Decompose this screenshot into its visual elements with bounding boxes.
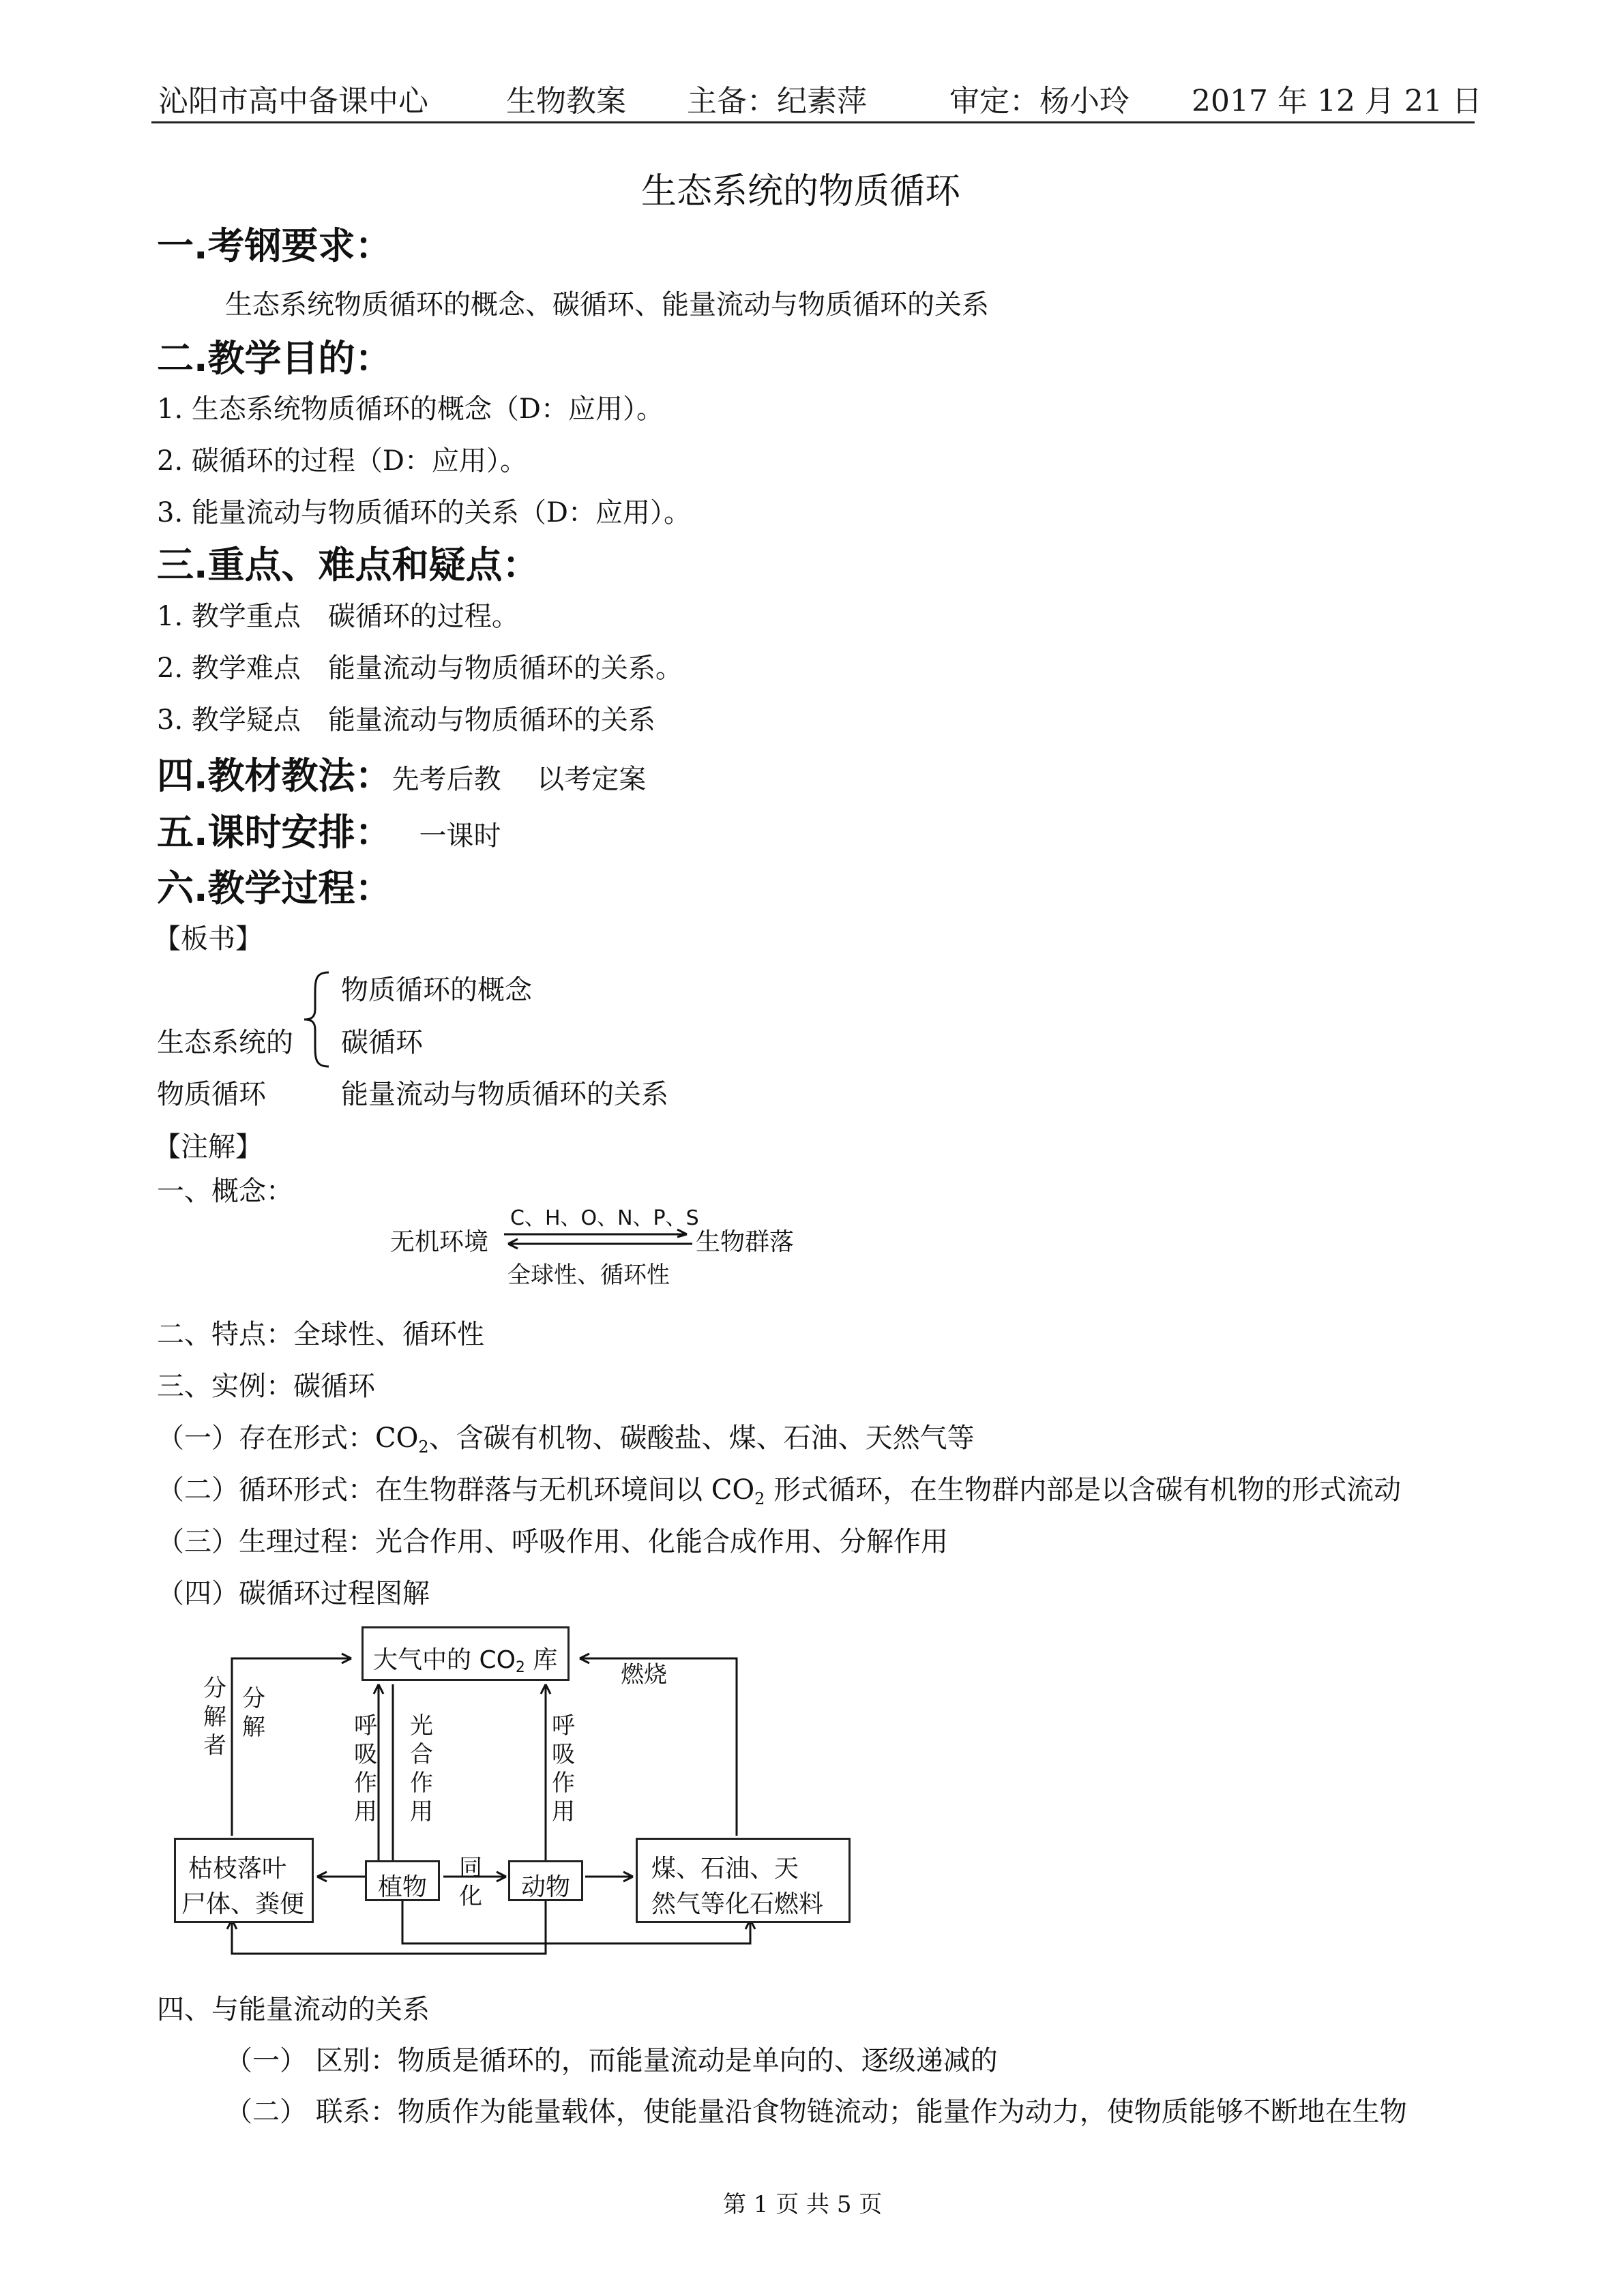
notes-cycle-pre: （二）循环形式：在生物群落与无机环境间以 CO xyxy=(157,1474,755,1506)
header-reviewer: 审定：杨小玲 xyxy=(949,84,1130,119)
section-1-text: 生态系统物质循环的概念、碳循环、能量流动与物质循环的关系 xyxy=(225,289,989,320)
section-2-item-2: 2. 碳循环的过程（D：应用）。 xyxy=(157,445,527,477)
section-2-item-1: 1. 生态系统物质循环的概念（D：应用）。 xyxy=(157,393,664,425)
label-respiration-2: 呼吸作用 xyxy=(552,1712,575,1825)
section-4-heading: 四.教材教法： xyxy=(157,754,392,797)
page-footer: 第 1 页 共 5 页 xyxy=(723,2191,883,2218)
notes-cycle-post: 形式循环，在生物群内部是以含碳有机物的形式流动 xyxy=(765,1474,1402,1506)
notes-form xyxy=(157,1416,975,1457)
section-4-text: 先考后教 以考定案 xyxy=(392,764,647,795)
section-3-item-1: 1. 教学重点 碳循环的过程。 xyxy=(157,601,519,632)
co2-reservoir-label xyxy=(373,1641,557,1676)
header-rule xyxy=(151,121,1475,123)
section-2-item-3: 3. 能量流动与物质循环的关系（D：应用）。 xyxy=(157,497,691,528)
notes-form-post: 、含碳有机物、碳酸盐、煤、石油、天然气等 xyxy=(428,1422,975,1454)
notes-cycle xyxy=(157,1468,1401,1508)
section-2-heading: 二.教学目的： xyxy=(157,337,392,380)
notes-diagram-title: （四）碳循环过程图解 xyxy=(157,1578,430,1609)
concept-traits: 全球性、循环性 xyxy=(507,1262,670,1289)
board-brace xyxy=(300,968,334,1071)
notes-process: （三）生理过程：光合作用、呼吸作用、化能合成作用、分解作用 xyxy=(157,1526,948,1557)
notes-relation: 四、与能量流动的关系 xyxy=(157,1994,430,2025)
litter-line-2: 尸体、粪便 xyxy=(181,1890,305,1918)
notes-form-pre: （一）存在形式：CO xyxy=(157,1422,419,1454)
concept-left: 无机环境 xyxy=(390,1228,489,1256)
label-assimilation: 同化 xyxy=(459,1854,482,1910)
page-title: 生态系统的物质循环 xyxy=(641,171,961,212)
section-5-text: 一课时 xyxy=(419,820,501,852)
co2-reservoir-box xyxy=(361,1626,570,1681)
board-item-2: 碳循环 xyxy=(341,1027,423,1058)
notes-feature: 二、特点：全球性、循环性 xyxy=(157,1319,484,1350)
co2-pre: 大气中的 CO xyxy=(373,1646,516,1674)
header-date: 2017 年 12 月 21 日 xyxy=(1192,84,1482,119)
section-3-item-2: 2. 教学难点 能量流动与物质循环的关系。 xyxy=(157,653,683,684)
section-5 xyxy=(157,803,501,856)
notes-link: （二） 联系：物质作为能量载体，使能量沿食物链流动；能量作为动力，使物质能够不断地在生物 xyxy=(225,2096,1407,2128)
plant-box xyxy=(365,1860,440,1901)
co2-post: 库 xyxy=(525,1646,558,1674)
notes-form-sub: 2 xyxy=(418,1437,429,1457)
notes-cycle-sub: 2 xyxy=(754,1489,765,1508)
section-4 xyxy=(157,747,646,799)
notes-difference: （一） 区别：物质是循环的，而能量流动是单向的、逐级递减的 xyxy=(225,2045,998,2076)
board-label: 【板书】 xyxy=(153,923,263,955)
section-3-item-3: 3. 教学疑点 能量流动与物质循环的关系 xyxy=(157,704,655,736)
animal-label: 动物 xyxy=(521,1873,571,1901)
board-left-1: 生态系统的 xyxy=(157,1027,293,1058)
notes-label: 【注解】 xyxy=(153,1131,263,1163)
notes-example: 三、实例：碳循环 xyxy=(157,1371,375,1402)
board-item-1: 物质循环的概念 xyxy=(341,974,532,1006)
label-respiration-1: 呼吸作用 xyxy=(354,1712,377,1825)
header-author: 主备：纪素萍 xyxy=(687,84,867,119)
concept-arrows xyxy=(501,1227,696,1255)
plant-label: 植物 xyxy=(378,1873,428,1901)
litter-box xyxy=(174,1838,314,1923)
board-item-3: 能量流动与物质循环的关系 xyxy=(341,1079,668,1110)
notes-concept: 一、概念： xyxy=(157,1176,293,1207)
section-6-heading: 六.教学过程： xyxy=(157,867,392,910)
fossil-fuel-box xyxy=(636,1838,851,1923)
animal-box xyxy=(508,1860,583,1901)
concept-right: 生物群落 xyxy=(696,1228,795,1256)
board-left-2: 物质循环 xyxy=(157,1079,266,1110)
label-burning: 燃烧 xyxy=(621,1661,667,1688)
label-decompose: 分解 xyxy=(242,1685,265,1741)
concept-elements: C、H、O、N、P、S xyxy=(510,1206,699,1230)
section-5-heading: 五.课时安排： xyxy=(157,811,392,854)
label-decomposer: 分解者 xyxy=(203,1675,226,1759)
section-1-heading: 一.考钢要求： xyxy=(157,224,392,267)
litter-line-1: 枯枝落叶 xyxy=(188,1855,287,1883)
fuel-line-2: 然气等化石燃料 xyxy=(651,1890,824,1918)
label-photosynthesis: 光合作用 xyxy=(410,1712,433,1825)
section-3-heading: 三.重点、难点和疑点： xyxy=(157,543,540,586)
fuel-line-1: 煤、石油、天 xyxy=(651,1855,799,1883)
co2-sub: 2 xyxy=(515,1659,525,1676)
header-center: 沁阳市高中备课中心 xyxy=(158,84,428,119)
header-subject: 生物教案 xyxy=(506,84,626,119)
